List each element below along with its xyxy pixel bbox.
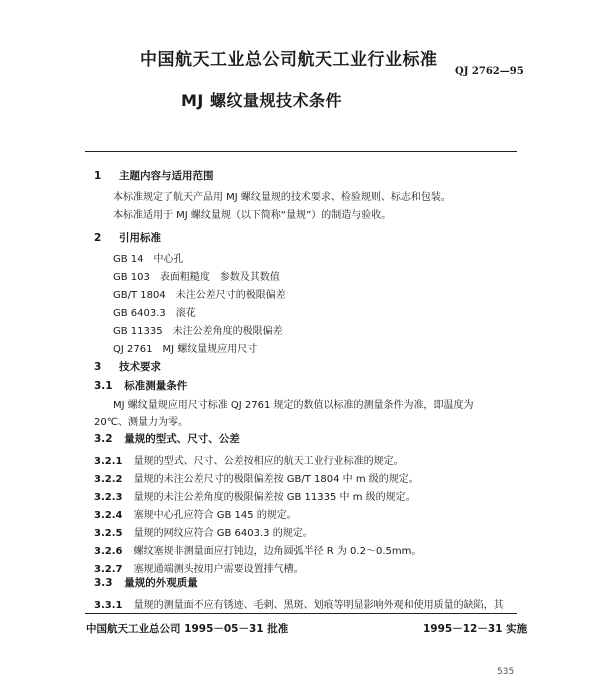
clause-text: 量规的型式、尺寸、公差按相应的航天工业行业标准的规定。 — [133, 456, 404, 467]
clause-3-2-5 — [94, 521, 313, 540]
section-number: 1 — [94, 170, 102, 182]
document-title: MJ 螺纹量规技术条件 — [181, 91, 342, 110]
clause-text: 量规的未注公差尺寸的极限偏差按 GB/T 1804 中 m 级的规定。 — [133, 474, 419, 485]
clause-text: 螺纹塞规非测量面应打钝边，边角圆弧半径 R 为 0.2～0.5mm。 — [133, 546, 422, 557]
subsection-title: 量规的型式、尺寸、公差 — [124, 433, 240, 445]
reference-standard: GB/T 1804 未注公差尺寸的极限偏差 — [113, 290, 286, 301]
org-title: 中国航天工业总公司航天工业行业标准 — [140, 50, 438, 70]
clause-3-3-1 — [94, 593, 504, 612]
reference-standard: QJ 2761 MJ 螺纹量规应用尺寸 — [113, 344, 258, 355]
clause-3-2-7 — [94, 557, 304, 576]
reference-standard: GB 103 表面粗糙度 参数及其数值 — [113, 272, 280, 283]
subsection-3-2-heading — [94, 431, 240, 446]
approval-date: 中国航天工业总公司 1995－05－31 批准 — [86, 623, 289, 635]
clause-number: 3.2.6 — [94, 546, 123, 557]
clause-3-2-1 — [94, 449, 404, 468]
clause-number: 3.2.1 — [94, 456, 123, 467]
clause-text: 量规的测量面不应有锈迹、毛刺、黑斑、划痕等明显影响外观和使用质量的缺陷，其 — [133, 600, 504, 611]
section-1-paragraph-1: 本标准规定了航天产品用 MJ 螺纹量规的技术要求、检验规则、标志和包装。 — [113, 192, 451, 203]
clause-text: 量规的网纹应符合 GB 6403.3 的规定。 — [133, 528, 313, 539]
subsection-3-1-heading — [94, 378, 187, 393]
clause-text: 塞规通端测头按用户需要设置排气槽。 — [133, 564, 304, 575]
subsection-title: 量规的外观质量 — [124, 577, 198, 589]
subsection-3-1-line-1: MJ 螺纹量规应用尺寸标准 QJ 2761 规定的数值以标准的测量条件为准，即温度为 — [113, 400, 474, 411]
clause-3-2-6 — [94, 539, 421, 558]
clause-number: 3.2.3 — [94, 492, 123, 503]
clause-3-2-2 — [94, 467, 419, 486]
header-divider — [85, 151, 517, 152]
implementation-date: 1995－12－31 实施 — [423, 623, 528, 635]
footer-divider — [85, 613, 517, 614]
section-1-paragraph-2: 本标准适用于 MJ 螺纹量规（以下简称“量规”）的制造与验收。 — [113, 210, 392, 221]
clause-text: 塞规中心孔应符合 GB 145 的规定。 — [133, 510, 297, 521]
section-3-heading — [94, 359, 161, 374]
reference-standard: GB 14 中心孔 — [113, 254, 184, 265]
clause-number: 3.3.1 — [94, 600, 123, 611]
section-number: 3 — [94, 361, 102, 373]
standard-number: QJ 2762—95 — [455, 66, 524, 77]
clause-3-2-4 — [94, 503, 297, 522]
clause-number: 3.2.5 — [94, 528, 123, 539]
subsection-3-1-line-2: 20℃、测量力为零。 — [94, 417, 188, 428]
subsection-number: 3.3 — [94, 577, 113, 589]
clause-number: 3.2.2 — [94, 474, 123, 485]
subsection-3-3-heading — [94, 575, 198, 590]
section-2-heading — [94, 230, 161, 245]
section-title: 引用标准 — [118, 232, 161, 244]
subsection-number: 3.1 — [94, 380, 113, 392]
reference-standard: GB 11335 未注公差角度的极限偏差 — [113, 326, 283, 337]
section-1-heading — [94, 168, 213, 183]
page-number: 535 — [497, 667, 515, 677]
clause-number: 3.2.7 — [94, 564, 123, 575]
subsection-title: 标准测量条件 — [124, 380, 188, 392]
section-title: 主题内容与适用范围 — [118, 170, 214, 182]
clause-number: 3.2.4 — [94, 510, 123, 521]
clause-text: 量规的未注公差角度的极限偏差按 GB 11335 中 m 级的规定。 — [133, 492, 416, 503]
clause-3-2-3 — [94, 485, 416, 504]
section-number: 2 — [94, 232, 102, 244]
reference-standard: GB 6403.3 滚花 — [113, 308, 196, 319]
section-title: 技术要求 — [118, 361, 161, 373]
subsection-number: 3.2 — [94, 433, 113, 445]
